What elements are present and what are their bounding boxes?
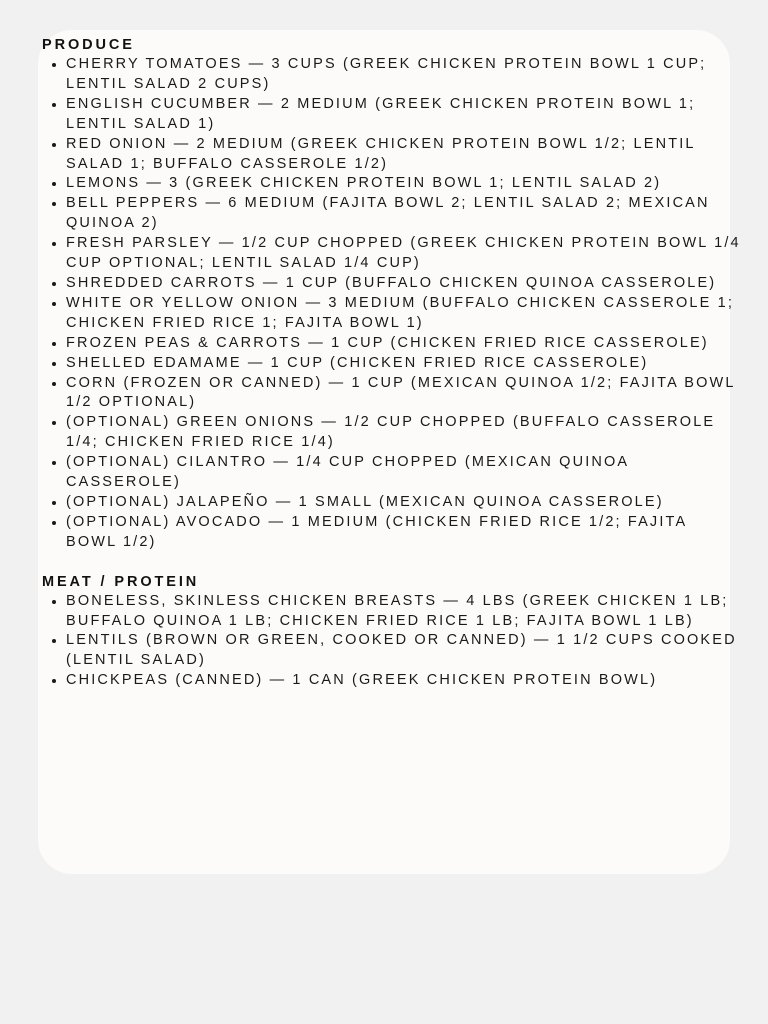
- list-item: BELL PEPPERS — 6 MEDIUM (FAJITA BOWL 2; LENTIL SALAD 2; MEXICAN QUINOA 2): [42, 194, 742, 234]
- produce-list: [42, 55, 742, 553]
- list-item: ENGLISH CUCUMBER — 2 MEDIUM (GREEK CHICKEN PROTEIN BOWL 1; LENTIL SALAD 1): [42, 95, 742, 135]
- list-item: CHICKPEAS (CANNED) — 1 CAN (GREEK CHICKEN PROTEIN BOWL): [42, 671, 742, 691]
- meat-protein-list: [42, 592, 742, 692]
- list-item: LENTILS (BROWN OR GREEN, COOKED OR CANNED) — 1 1/2 CUPS COOKED (LENTIL SALAD): [42, 631, 742, 671]
- list-item: (OPTIONAL) JALAPEÑO — 1 SMALL (MEXICAN QUINOA CASSEROLE): [42, 493, 742, 513]
- list-item: SHELLED EDAMAME — 1 CUP (CHICKEN FRIED RICE CASSEROLE): [42, 354, 742, 374]
- list-item: CORN (FROZEN OR CANNED) — 1 CUP (MEXICAN QUINOA 1/2; FAJITA BOWL 1/2 OPTIONAL): [42, 374, 742, 414]
- section-title-produce: PRODUCE: [42, 37, 135, 53]
- produce-section: [42, 36, 742, 553]
- list-item: (OPTIONAL) AVOCADO — 1 MEDIUM (CHICKEN FRIED RICE 1/2; FAJITA BOWL 1/2): [42, 513, 742, 553]
- list-item: FRESH PARSLEY — 1/2 CUP CHOPPED (GREEK CHICKEN PROTEIN BOWL 1/4 CUP OPTIONAL; LENTIL SALAD 1/4 CUP): [42, 234, 742, 274]
- list-item: RED ONION — 2 MEDIUM (GREEK CHICKEN PROTEIN BOWL 1/2; LENTIL SALAD 1; BUFFALO CASSEROLE 1/2): [42, 135, 742, 175]
- list-item: CHERRY TOMATOES — 3 CUPS (GREEK CHICKEN PROTEIN BOWL 1 CUP; LENTIL SALAD 2 CUPS): [42, 55, 742, 95]
- list-item: FROZEN PEAS & CARROTS — 1 CUP (CHICKEN FRIED RICE CASSEROLE): [42, 334, 742, 354]
- grocery-list: [42, 36, 742, 691]
- list-item: WHITE OR YELLOW ONION — 3 MEDIUM (BUFFALO CHICKEN CASSEROLE 1; CHICKEN FRIED RICE 1; FAJITA BOWL 1): [42, 294, 742, 334]
- meat-protein-section: [42, 573, 742, 692]
- section-title-meat-protein: MEAT / PROTEIN: [42, 573, 200, 590]
- list-item: LEMONS — 3 (GREEK CHICKEN PROTEIN BOWL 1; LENTIL SALAD 2): [42, 174, 742, 194]
- list-item: BONELESS, SKINLESS CHICKEN BREASTS — 4 LBS (GREEK CHICKEN 1 LB; BUFFALO QUINOA 1 LB; CHICKEN FRIED RICE 1 LB; FAJITA BOWL 1 LB): [42, 592, 742, 632]
- list-item: SHREDDED CARROTS — 1 CUP (BUFFALO CHICKEN QUINOA CASSEROLE): [42, 274, 742, 294]
- list-item: (OPTIONAL) CILANTRO — 1/4 CUP CHOPPED (MEXICAN QUINOA CASSEROLE): [42, 453, 742, 493]
- list-item: (OPTIONAL) GREEN ONIONS — 1/2 CUP CHOPPED (BUFFALO CASSEROLE 1/4; CHICKEN FRIED RICE 1/4): [42, 413, 742, 453]
